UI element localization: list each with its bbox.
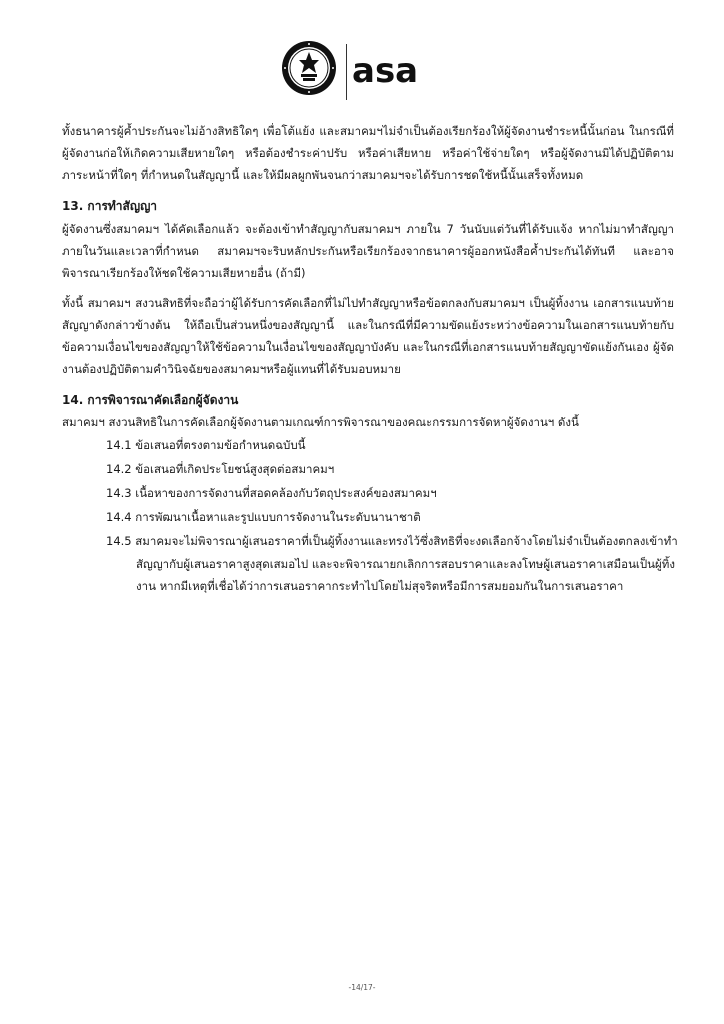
text-line: งานต้องปฏิบัติตามคำวินิจฉัยของสมาคมฯหรือผู้แทนที่ได้รับมอบหมาย (62, 362, 401, 376)
logo-divider (346, 44, 347, 100)
section-13-paragraph-2 (62, 292, 674, 380)
text-line: 14.5 สมาคมจะไม่พิจารณาผู้เสนอราคาที่เป็นผู้ทิ้งงานและทรงไว้ซึ่งสิทธิที่จะงดเลือกจ้างโดยไม่จำเป็นต้องตกลงเข้าทำ (106, 534, 678, 548)
text-line: สมาคมฯ สงวนสิทธิในการคัดเลือกผู้จัดงานตามเกณฑ์การพิจารณาของคณะกรรมการจัดหาผู้จัดงานฯ ดังนี้ (62, 415, 579, 429)
criteria-item-5 (106, 530, 678, 552)
section-13-paragraph-1 (62, 218, 674, 284)
text-line: ทั้งธนาคารผู้ค้ำประกันจะไม่อ้างสิทธิใดๆ เพื่อโต้แย้ง และสมาคมฯไม่จำเป็นต้องเรียกร้องให้ผู้จัดงานชำระหนี้นั้นก่อน ในกรณีที่ (62, 124, 674, 138)
text-line: สัญญากับผู้เสนอราคาสูงสุดเสมอไป และจะพิจารณายกเลิกการสอบราคาและลงโทษผู้เสนอราคาเสมือนเป็นผู้ทิ้ง (136, 557, 675, 571)
section-13-heading: 13. การทำสัญญา (62, 199, 158, 213)
criteria-list (106, 434, 666, 528)
list-item: 14.1 ข้อเสนอที่ตรงตามข้อกำหนดฉบับนี้ (106, 438, 306, 452)
section-14-heading: 14. การพิจารณาคัดเลือกผู้จัดงาน (62, 393, 239, 407)
page-number: -14/17- (348, 983, 376, 992)
section-14-intro (62, 411, 674, 433)
text-line: ภาระหน้าที่ใดๆ ที่กำหนดในสัญญานี้ และให้มีผลผูกพันจนกว่าสมาคมฯจะได้รับการชดใช้หนี้นั้นเสร็จทั้งหมด (62, 168, 584, 182)
list-item: 14.3 เนื้อหาของการจัดงานที่สอดคล้องกับวัตถุประสงค์ของสมาคมฯ (106, 486, 437, 500)
list-item: 14.2 ข้อเสนอที่เกิดประโยชน์สูงสุดต่อสมาคมฯ (106, 462, 335, 476)
continuation-paragraph (62, 120, 674, 186)
text-line: ทั้งนี้ สมาคมฯ สงวนสิทธิที่จะถือว่าผู้ได้รับการคัดเลือกที่ไม่ไปทำสัญญาหรือข้อตกลงกับสมาคมฯ เป็นผู้ทิ้งงาน เอกสารแนบท้าย (62, 296, 674, 310)
text-line: พิจารณาเรียกร้องให้ชดใช้ความเสียหายอื่น (ถ้ามี) (62, 266, 306, 280)
asa-logo-text: asa (352, 54, 419, 88)
association-seal-icon (281, 40, 337, 96)
section-14 (62, 389, 674, 411)
text-line: ผู้จัดงานก่อให้เกิดความเสียหายใดๆ หรือต้องชำระค่าปรับ หรือค่าเสียหาย หรือค่าใช้จ่ายใดๆ หรือผู้จัดงานมิได้ปฏิบัติตาม (62, 146, 674, 160)
text-line: ข้อความเงื่อนไขของสัญญาให้ใช้ข้อความในเงื่อนไขของสัญญาบังคับ และในกรณีที่เอกสารแนบท้ายสัญญาขัดแย้งกันเอง ผู้จัด (62, 340, 674, 354)
criteria-item-5-continuation (136, 553, 675, 597)
section-13 (62, 195, 674, 217)
asa-logo (352, 54, 434, 88)
text-line: งาน หากมีเหตุที่เชื่อได้ว่าการเสนอราคากระทำไปโดยไม่สุจริตหรือมีการสมยอมกันในการเสนอราคา (136, 579, 624, 593)
text-line: ภายในวันและเวลาที่กำหนด สมาคมฯจะริบหลักประกันหรือเรียกร้องจากธนาคารผู้ออกหนังสือค้ำประกันได้ทันที และอาจ (62, 244, 674, 258)
text-line: สัญญาดังกล่าวข้างต้น ให้ถือเป็นส่วนหนึ่งของสัญญานี้ และในกรณีที่มีความขัดแย้งระหว่างข้อความในเอกสารแนบท้ายกับ (62, 318, 674, 332)
letterhead (0, 38, 724, 108)
text-line: ผู้จัดงานซึ่งสมาคมฯ ได้คัดเลือกแล้ว จะต้องเข้าทำสัญญากับสมาคมฯ ภายใน 7 วันนับแต่วันที่ได้รับแจ้ง หากไม่มาทำสัญญา (62, 222, 674, 236)
list-item: 14.4 การพัฒนาเนื้อหาและรูปแบบการจัดงานในระดับนานาชาติ (106, 510, 421, 524)
